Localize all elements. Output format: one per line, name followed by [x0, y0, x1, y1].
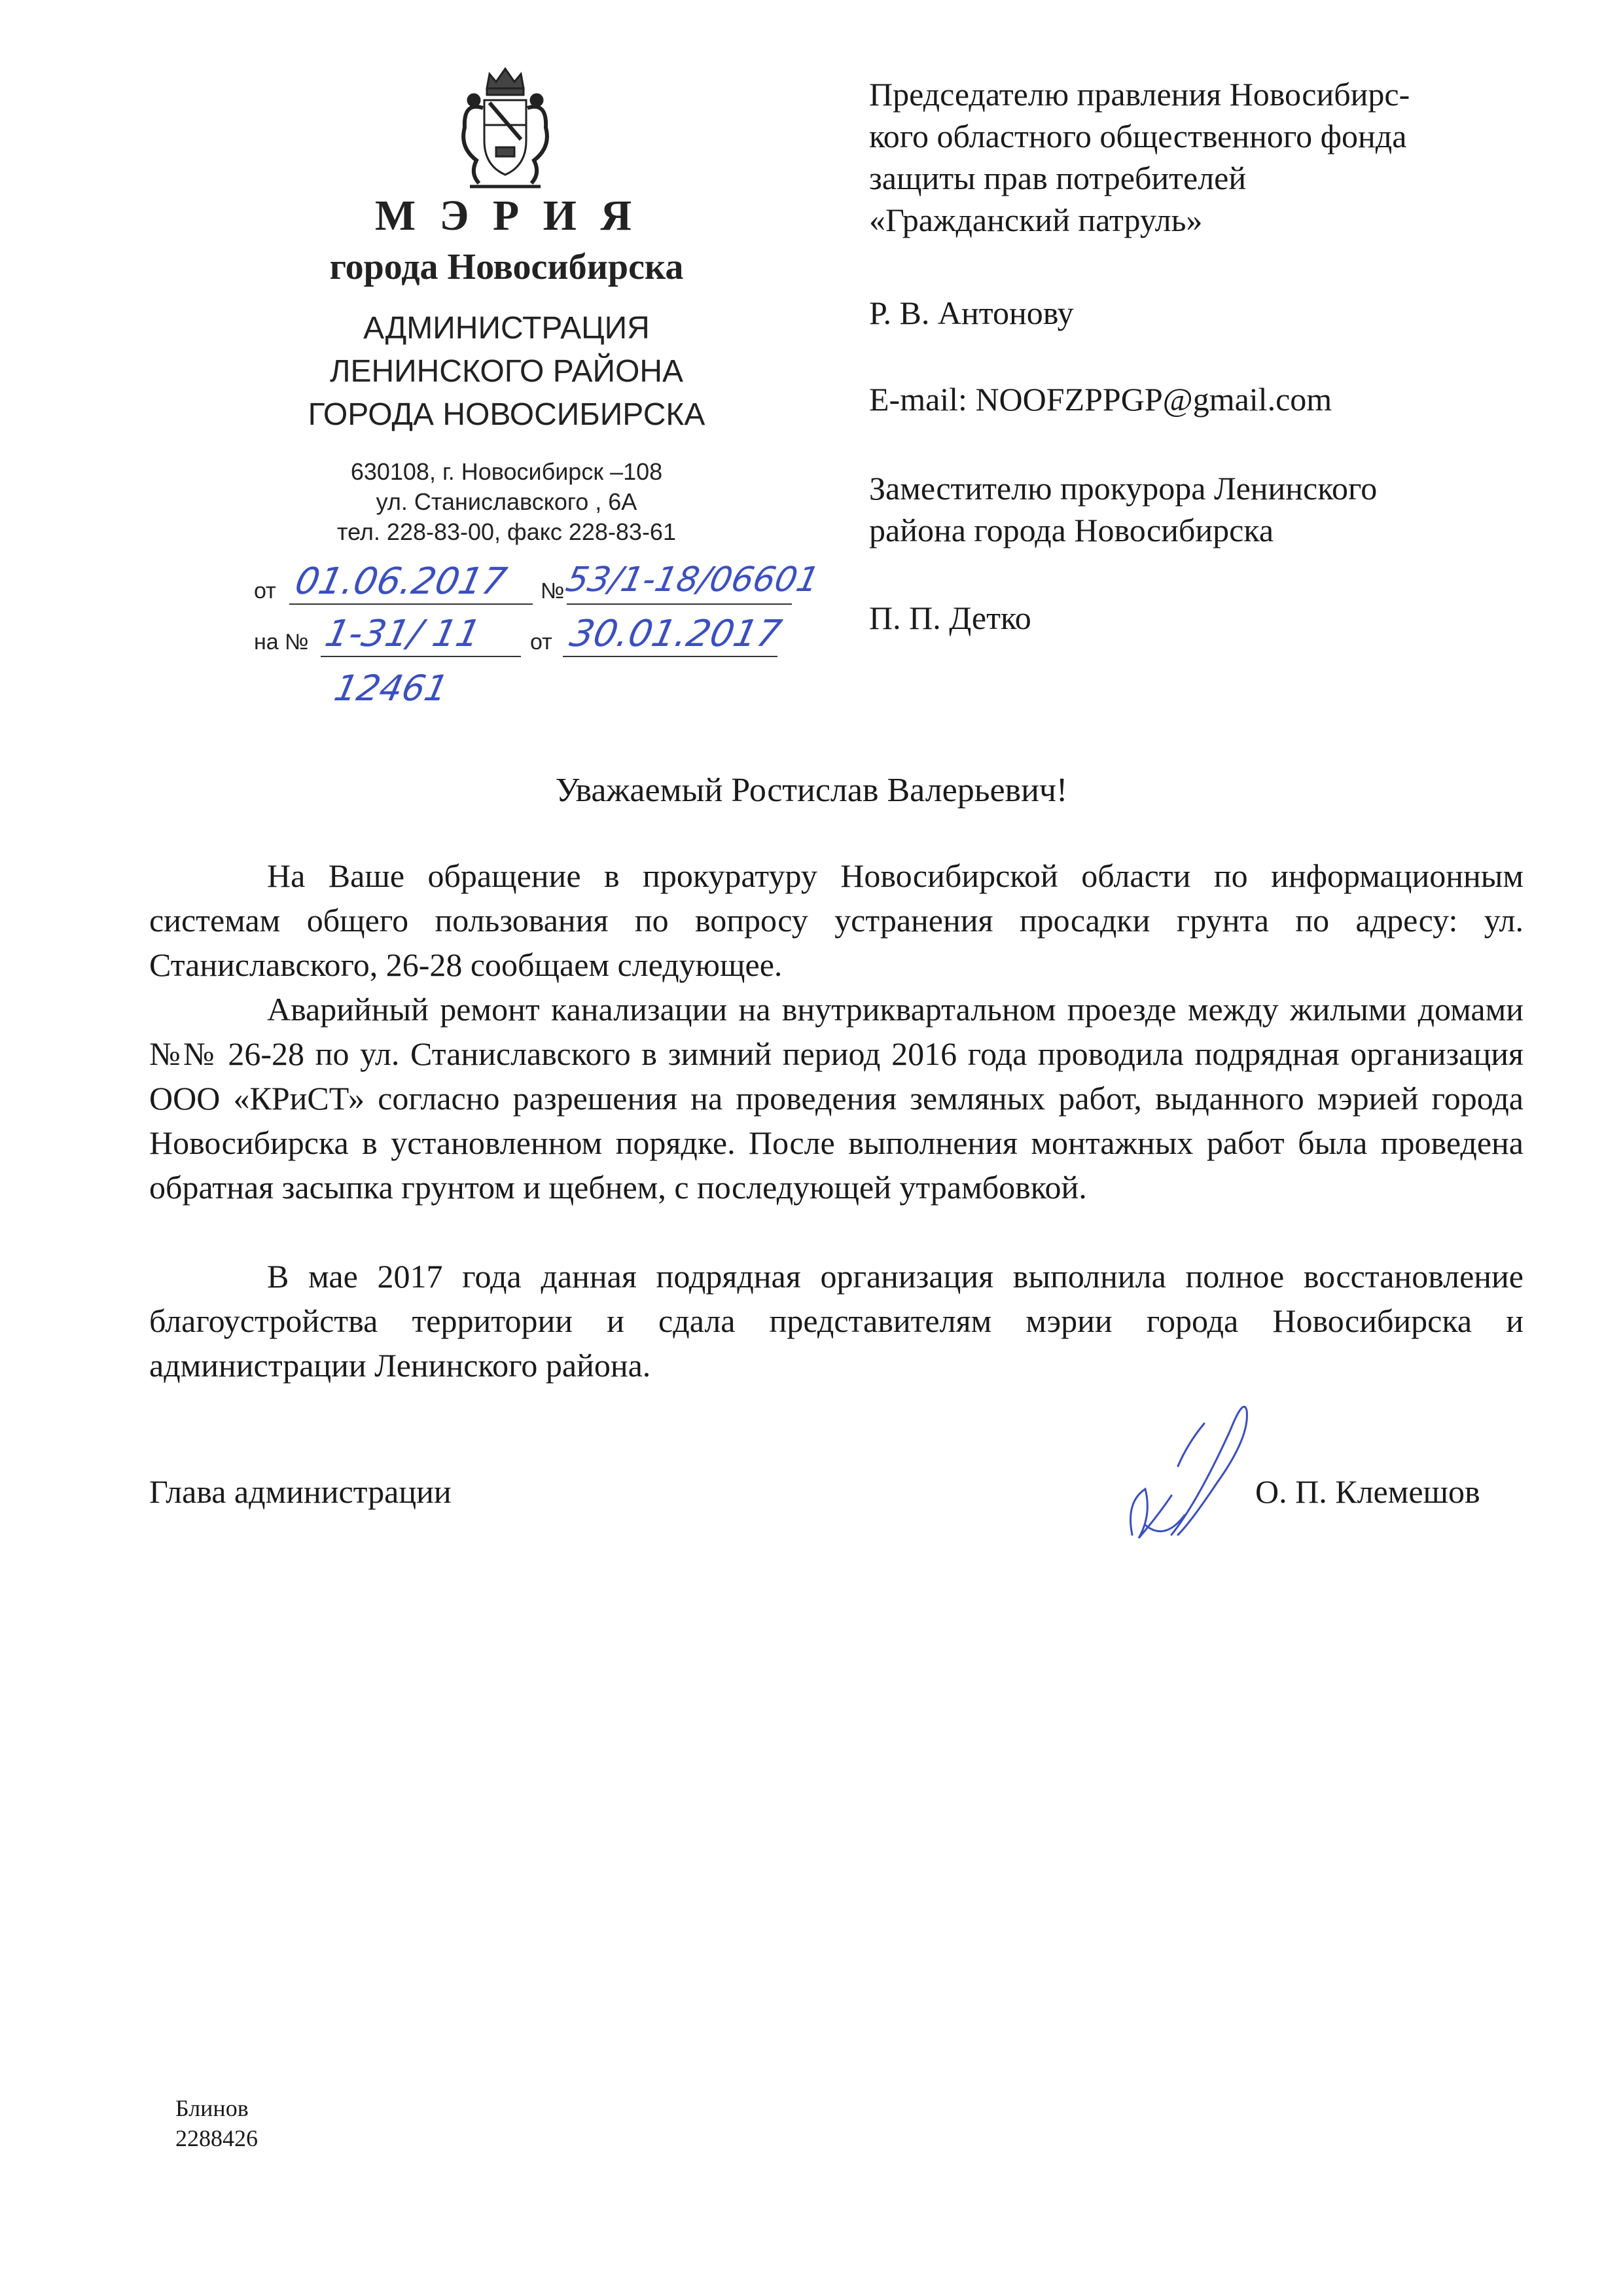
letterhead-dept-line1: АДМИНИСТРАЦИЯ [363, 311, 650, 346]
letterhead-dept-line2: ЛЕНИНСКОГО РАЙОНА [329, 354, 684, 389]
executor-phone: 2288426 [175, 2125, 258, 2151]
executor-name: Блинов [175, 2095, 249, 2121]
addressee-email: E-mail: NOOFZPPGP@gmail.com [869, 381, 1332, 418]
outgoing-number-label: № [541, 579, 565, 603]
incoming-date-label: от [530, 630, 552, 655]
letterhead-dept-line3: ГОРОДА НОВОСИБИРСКА [308, 397, 705, 432]
body-paragraph-1: На Ваше обращение в прокуратуру Новосибирской области по информационным системам общего пользования по вопросу устранения просадки грунта по адресу: ул. Станиславского, 26-28 сообщаем следующее. [149, 857, 1524, 983]
incoming-number-label: на № [254, 630, 309, 655]
body-paragraph-2: Аварийный ремонт канализации на внутриквартальном проезде между жилыми домами №№ 26-28 по ул. Станиславского в зимний период 2016 года проводила подрядная организация ООО «КРиСТ» согласно разрешения на проведения земляных работ, выданного мэрией города Новосибирска в установленном порядке. После выполнения монтажных работ была проведена обратная засыпка грунтом и щебнем, с последующей утрамбовкой. [149, 991, 1524, 1206]
outgoing-date-value: 01.06.2017 [291, 560, 510, 603]
letterhead-org-line1: М Э Р И Я [374, 192, 639, 240]
letterhead-address-line2: ул. Станиславского , 6А [376, 488, 637, 515]
signatory-name: О. П. Клемешов [1255, 1473, 1480, 1510]
outgoing-number-underline [567, 602, 792, 605]
signatory-role: Глава администрации [149, 1473, 452, 1510]
letterhead-phone-line: тел. 228-83-00, факс 228-83-61 [337, 518, 676, 545]
incoming-number-value: 1-31/ 11 [321, 613, 484, 655]
addressee-line2: кого областного общественного фонда [869, 118, 1407, 154]
addressee-line4: «Гражданский патруль» [869, 202, 1203, 238]
body-paragraph-3: В мае 2017 года данная подрядная организация выполнила полное восстановление благоустройства территории и сдала представителям мэрии города Новосибирска и администрации Ленинского района. [149, 1258, 1524, 1384]
addressee-line3: защиты прав потребителей [869, 160, 1247, 196]
incoming-date-value: 30.01.2017 [566, 613, 785, 655]
addressee-line5: Заместителю прокурора Ленинского [869, 470, 1378, 507]
letterhead-address-line1: 630108, г. Новосибирск –108 [350, 458, 663, 485]
incoming-extra-value: 12461 [330, 668, 452, 709]
salutation: Уважаемый Ростислав Валерьевич! [555, 772, 1068, 809]
addressee-line1: Председателю правления Новосибирс- [869, 76, 1410, 113]
addressee-name1: Р. В. Антонову [869, 295, 1074, 331]
outgoing-date-label: от [254, 579, 276, 603]
handwritten-signature-icon [1106, 1384, 1276, 1548]
letterhead-org-line2: города Новосибирска [329, 247, 684, 287]
addressee-line6: района города Новосибирска [869, 512, 1274, 548]
novosibirsk-coat-of-arms-icon [450, 62, 560, 196]
addressee-name2: П. П. Детко [869, 600, 1031, 636]
outgoing-number-value: 53/1-18/06601 [562, 560, 823, 600]
